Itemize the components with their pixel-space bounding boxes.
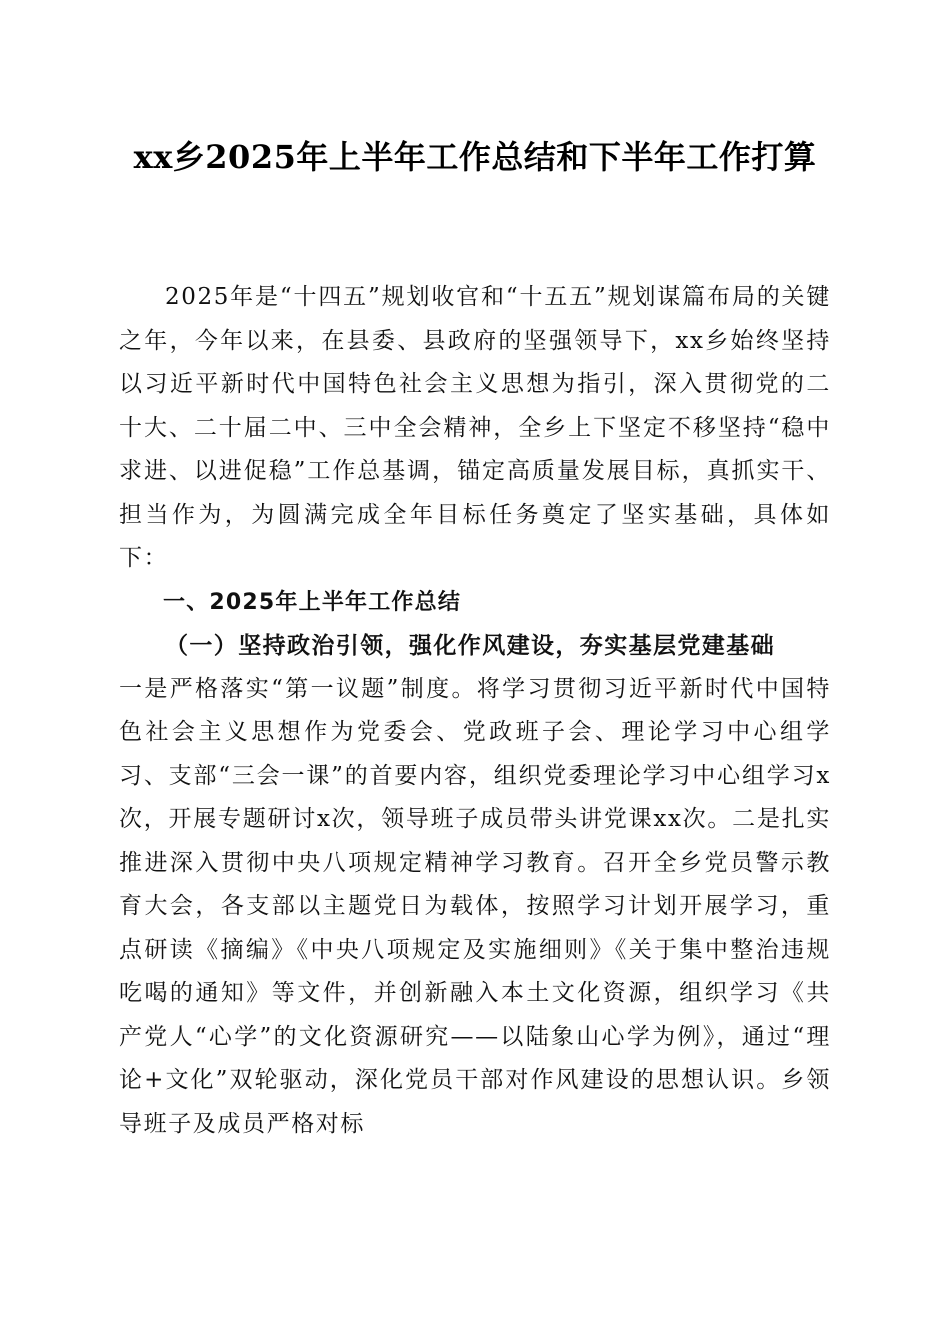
intro-paragraph: 2025年是“十四五”规划收官和“十五五”规划谋篇布局的关键之年，今年以来，在县委、县政府的坚强领导下，xx乡始终坚持以习近平新时代中国特色社会主义思想为指引，深入贯彻党的二十大、二十届二中、三中全会精神，全乡上下坚定不移坚持“稳中求进、以进促稳”工作总基调，锚定高质量发展目标，真抓实干、担当作为，为圆满完成全年目标任务奠定了坚实基础，具体如下： — [119, 284, 831, 571]
subsection-paragraph: 一是严格落实“第一议题”制度。将学习贯彻习近平新时代中国特色社会主义思想作为党委会、党政班子会、理论学习中心组学习、支部“三会一课”的首要内容，组织党委理论学习中心组学习x次，开展专题研讨x次，领导班子成员带头讲党课xx次。二是扎实推进深入贯彻中央八项规定精神学习教育。召开全乡党员警示教育大会，各支部以主题党日为载体，按照学习计划开展学习，重点研读《摘编》《中央八项规定及实施细则》《关于集中整治违规吃喝的通知》等文件，并创新融入本土文化资源，组织学习《共产党人“心学”的文化资源研究——以陆象山心学为例》，通过“理论+文化”双轮驱动，深化党员干部对作风建设的思想认识。乡领导班子及成员严格对标 — [119, 675, 831, 1137]
document-body — [119, 276, 831, 1146]
subsection-heading: （一）坚持政治引领，强化作风建设，夯实基层党建基础 — [165, 632, 775, 659]
document-title: xx乡2025年上半年工作总结和下半年工作打算 — [133, 138, 817, 176]
section-heading: 一、2025年上半年工作总结 — [163, 589, 462, 615]
